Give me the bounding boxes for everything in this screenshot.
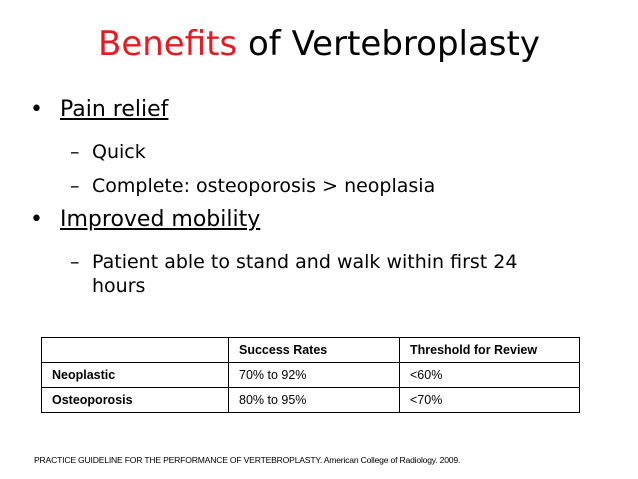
bullet-label: Pain relief: [60, 97, 169, 122]
title-rest: of Vertebroplasty: [247, 24, 540, 64]
table-cell: <70%: [400, 388, 580, 413]
table-row: [42, 363, 580, 388]
table-cell: 80% to 95%: [229, 388, 400, 413]
citation: PRACTICE GUIDELINE FOR THE PERFORMANCE OF VERTEBROPLASTY. American College of Radiology. 2009.: [34, 455, 461, 465]
sub-bullet-text: Complete: osteoporosis > neoplasia: [92, 175, 436, 197]
table-header-cell: Success Rates: [229, 338, 400, 363]
table-cell: Osteoporosis: [42, 388, 229, 413]
sub-bullet-patient: [70, 250, 572, 298]
bullet-dot-icon: •: [30, 207, 43, 232]
table-row: [42, 388, 580, 413]
slide-title: [0, 24, 638, 64]
dash-icon: –: [70, 175, 80, 197]
bullet-pain-relief: [30, 96, 168, 124]
sub-bullet-text: Patient able to stand and walk within first 24 hours: [92, 251, 518, 297]
title-accent: Benefits: [98, 24, 238, 64]
dash-icon: –: [70, 251, 80, 273]
table-header-row: [42, 338, 580, 363]
dash-icon: –: [70, 141, 80, 163]
success-rates-table: [41, 337, 580, 413]
sub-bullet-complete: [70, 174, 435, 198]
table-cell: <60%: [400, 363, 580, 388]
table-cell: Neoplastic: [42, 363, 229, 388]
bullet-improved-mobility: [30, 206, 260, 234]
bullet-dot-icon: •: [30, 97, 43, 122]
table-header-cell: [42, 338, 229, 363]
sub-bullet-text: Quick: [92, 141, 146, 163]
bullet-label: Improved mobility: [60, 207, 261, 232]
sub-bullet-quick: [70, 140, 146, 164]
table-cell: 70% to 92%: [229, 363, 400, 388]
table-header-cell: Threshold for Review: [400, 338, 580, 363]
